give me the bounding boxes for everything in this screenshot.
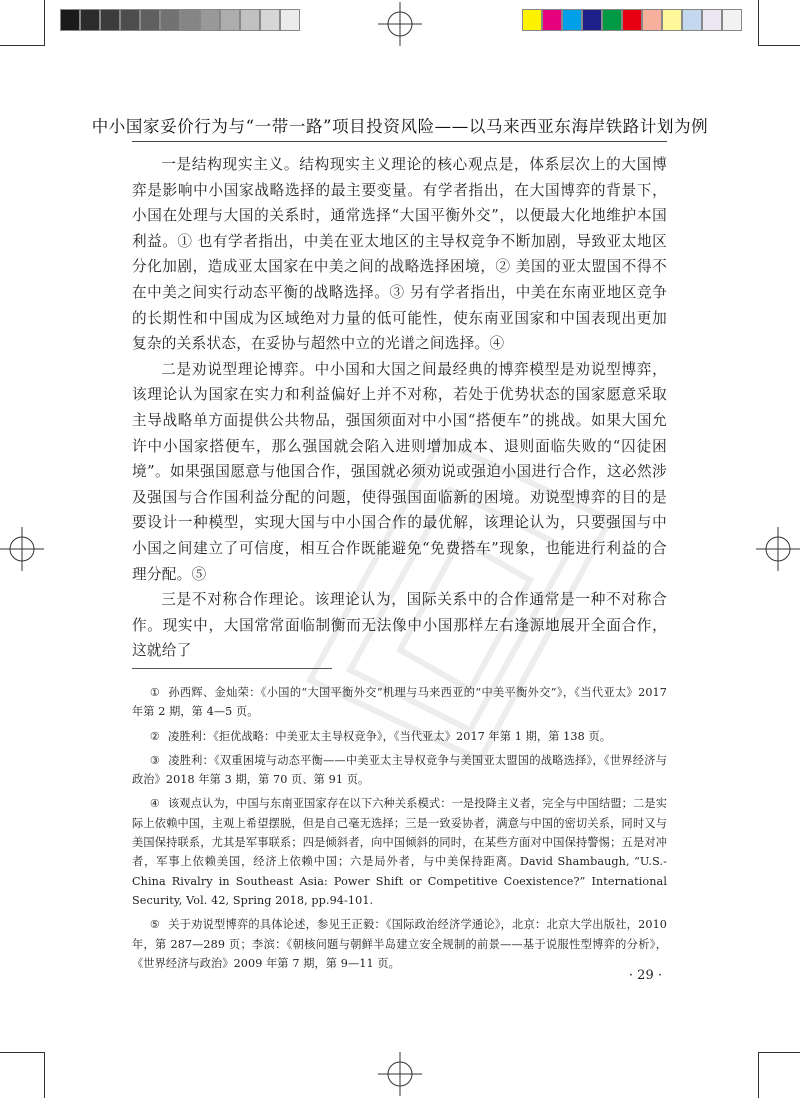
running-header: 中小国家妥价行为与“一带一路”项目投资风险——以马来西亚东海岸铁路计划为例: [91, 117, 709, 136]
footnote-4: [132, 794, 667, 910]
registration-mark-top: [378, 2, 422, 46]
footnote-text: 凌胜利：《拒优战略：中美亚太主导权竞争》，《当代亚太》2017 年第 1 期，第 138 页。: [168, 729, 612, 743]
color-swatch: [542, 9, 562, 31]
gray-swatch: [240, 9, 260, 31]
gray-swatch: [260, 9, 280, 31]
footnote-marker: ①: [149, 686, 161, 699]
footnote-marker: ③: [149, 753, 161, 767]
gray-swatch: [100, 9, 120, 31]
footnote-marker: ⑤: [149, 918, 161, 932]
registration-mark-bottom: [378, 1052, 422, 1096]
gray-swatch: [160, 9, 180, 31]
footnote-marker: ②: [149, 729, 161, 743]
footnote-text: 孙西辉、金灿荣：《小国的“大国平衡外交”机理与马来西亚的“中美平衡外交”》，《当代亚太》2017 年第 2 期，第 4—5 页。: [132, 686, 667, 719]
color-swatch: [582, 9, 602, 31]
footnote-text: 凌胜利：《双重困境与动态平衡——中美亚太主导权竞争与美国亚太盟国的战略选择》，《世界经济与政治》2018 年第 3 期，第 70 页、第 91 页。: [132, 753, 667, 787]
gray-swatch: [120, 9, 140, 31]
gray-swatch: [180, 9, 200, 31]
color-swatch: [642, 9, 662, 31]
color-swatch: [602, 9, 622, 31]
footnote-3: [132, 751, 667, 790]
color-swatch: [522, 9, 542, 31]
footnote-text: 该观点认为，中国与东南亚国家存在以下六种关系模式：一是投降主义者，完全与中国结盟；二是实际上依赖中国，主观上希望摆脱，但是自己毫无选择；三是一致妥协者，满意与中国的密切关系，同时又与美国保持联系，尤其是军事联系；四是倾斜者，向中国倾斜的同时，在某些方面对中国保持警惕；五是对冲者，军事上依赖美国，经济上依赖中国；六是局外者，与中美保持距离。David Shambaugh, “U.S.-China Rivalry in Southeast Asia: Power Shift or Competitive Coexistence?” International Security, Vol. 42, Spring 2018, pp.94-101.: [132, 797, 667, 907]
footnote-text: 关于劝说型博弈的具体论述，参见王正毅：《国际政治经济学通论》，北京：北京大学出版社，2010 年，第 287—289 页；李滨：《朝核问题与朝鲜半岛建立安全规制的前景——基于说服性型博弈的分析》，《世界经济与政治》2009 年第 7 期，第 9—11 页。: [132, 918, 668, 970]
registration-mark-right: [756, 527, 800, 571]
gray-swatch: [140, 9, 160, 31]
footnote-2: [132, 727, 667, 746]
footnote-1: [132, 683, 667, 722]
gray-swatch: [80, 9, 100, 31]
paragraph-2: 二是劝说型理论博弈。中小国和大国之间最经典的博弈模型是劝说型博弈，该理论认为国家在实力和利益偏好上并不对称，若处于优势状态的国家愿意采取主导战略单方面提供公共物品，强国须面对中小国“搭便车”的挑战。如果大国允许中小国家搭便车，那么强国就会陷入进则增加成本、退则面临失败的“囚徒困境”。如果强国愿意与他国合作，强国就必须劝说或强迫小国进行合作，这必然涉及强国与合作国利益分配的问题，使得强国面临新的困境。劝说型博弈的目的是要设计一种模型，实现大国与中小国合作的最优解，该理论认为，只要强国与中小国之间建立了可信度，相互合作既能避免“免费搭车”现象，也能进行利益的合理分配。⑤: [132, 360, 667, 583]
color-swatch: [622, 9, 642, 31]
gray-swatch: [60, 9, 80, 31]
gray-swatch: [200, 9, 220, 31]
color-swatch: [562, 9, 582, 31]
registration-mark-left: [0, 527, 44, 571]
body-text: [132, 152, 667, 664]
gray-swatch: [220, 9, 240, 31]
footnote-rule: [132, 668, 332, 669]
color-swatch: [662, 9, 682, 31]
color-swatch: [702, 9, 722, 31]
page-number: · 29 ·: [628, 968, 662, 983]
paragraph-3: 三是不对称合作理论。该理论认为，国际关系中的合作通常是一种不对称合作。现实中，大国常常面临制衡而无法像中小国那样左右逢源地展开全面合作，这就给了: [132, 591, 667, 660]
color-swatch: [722, 9, 742, 31]
color-swatch: [682, 9, 702, 31]
color-calibration-strip: [522, 9, 742, 31]
paragraph-1: 一是结构现实主义。结构现实主义理论的核心观点是，体系层次上的大国博弈是影响中小国家战略选择的最主要变量。有学者指出，在大国博弈的背景下，小国在处理与大国的关系时，通常选择“大国平衡外交”，以便最大化地维护本国利益。① 也有学者指出，中美在亚太地区的主导权竞争不断加剧，导致亚太地区分化加剧，造成亚太国家在中美之间的战略选择困境，② 美国的亚太盟国不得不在中美之间实行动态平衡的战略选择。③ 另有学者指出，中美在东南亚地区竞争的长期性和中国成为区域绝对力量的低可能性，使东南亚国家和中国表现出更加复杂的关系状态，在妥协与超然中立的光谱之间选择。④: [132, 156, 667, 353]
footnote-marker: ④: [149, 797, 161, 811]
grayscale-calibration-strip: [60, 9, 300, 31]
header-rule: [132, 141, 667, 142]
footnote-5: [132, 915, 667, 973]
gray-swatch: [280, 9, 300, 31]
footnotes: [132, 683, 667, 978]
